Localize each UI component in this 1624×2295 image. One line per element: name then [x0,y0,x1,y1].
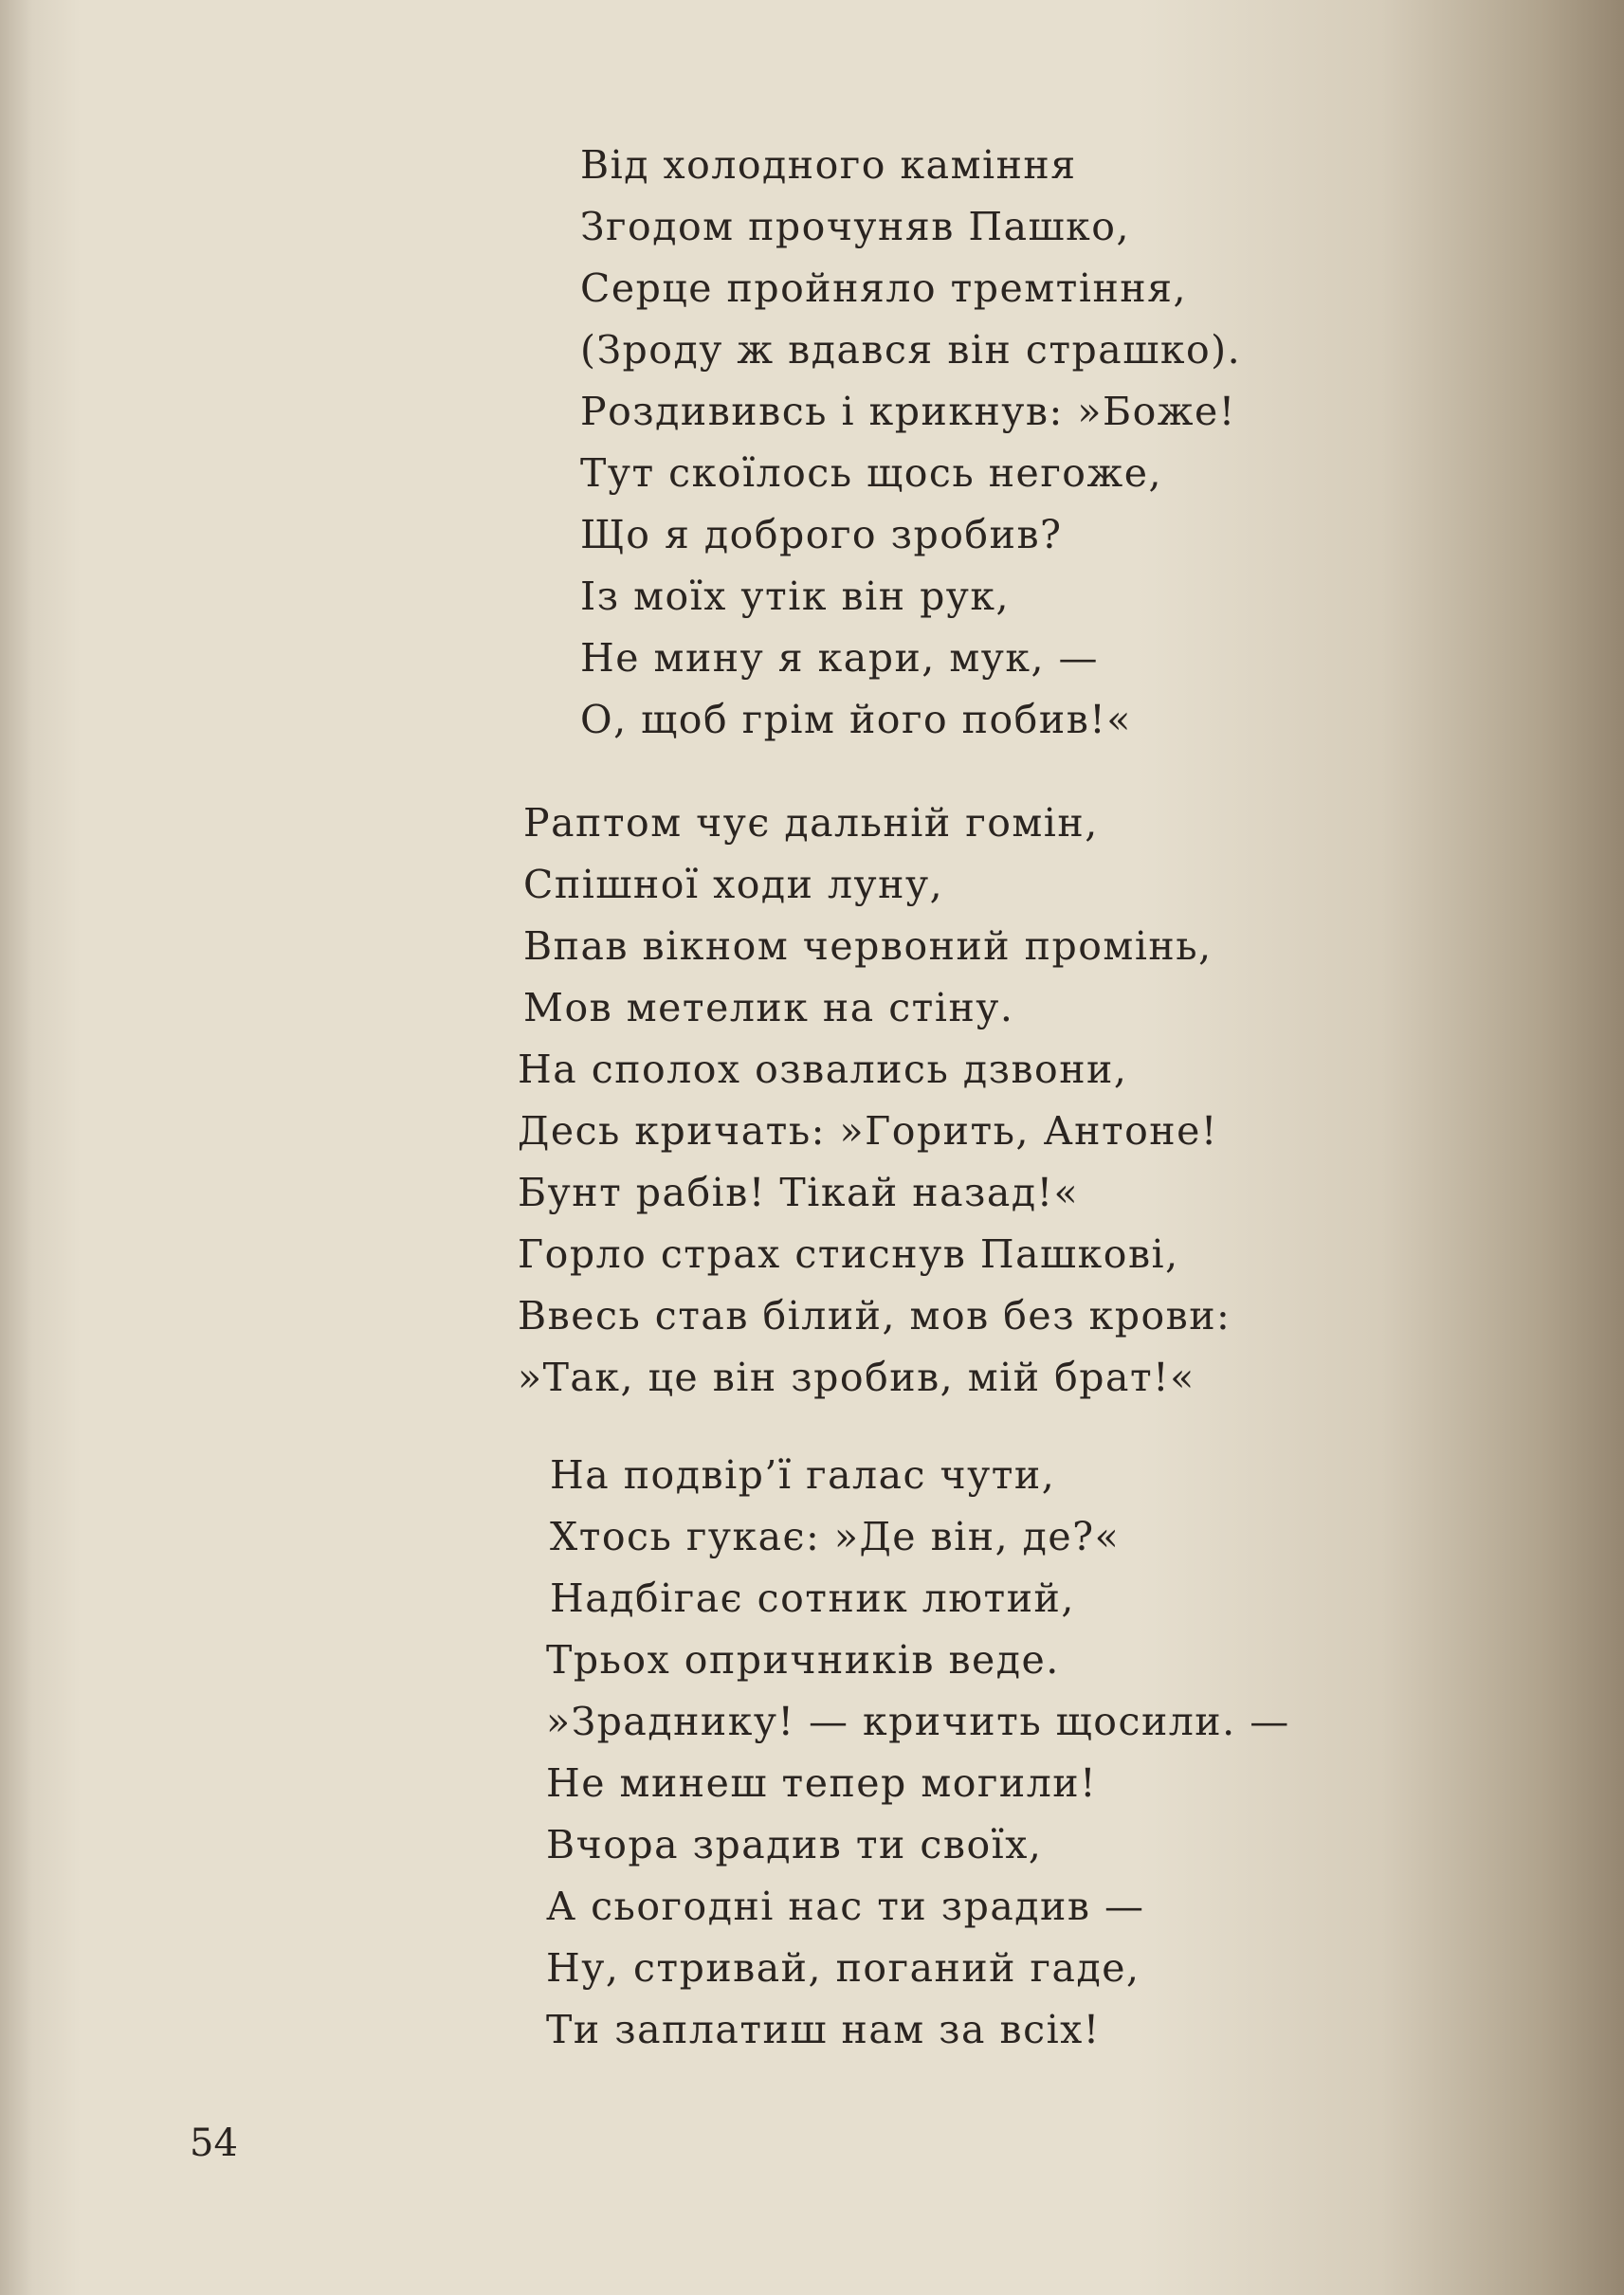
poem-line: Ввесь став білий, мов без крови: [518,1293,1232,1339]
poem-line: Впав вікном червоний промінь, [523,923,1213,969]
poem-line: Не мину я кари, мук, — [580,635,1100,681]
page-number: 54 [190,2122,238,2165]
poem-line: Десь кричать: »Горить, Антоне! [518,1108,1218,1154]
poem-line: Мов метелик на стіну. [523,985,1014,1030]
poem-line: Серце пройняло тремтіння, [580,265,1188,311]
stanza-2 [518,792,1232,1409]
poem-line: Роздививсь і крикнув: »Боже! [580,389,1236,434]
poem-line: Спішної ходи луну, [523,862,944,907]
poem-line: Бунт рабів! Тікай назад!« [518,1170,1080,1215]
poem-line: Ти заплатиш нам за всіх! [546,2007,1101,2052]
stanza-1 [580,135,1241,751]
poem-line: Від холодного каміння [580,142,1077,188]
poem-line: На подвір’ї галас чути, [550,1452,1056,1498]
poem-line: А сьогодні нас ти зрадив — [546,1884,1145,1929]
poem-line: Тут скоїлось щось негоже, [580,450,1163,496]
poem-line: »Так, це він зробив, мій брат!« [518,1355,1195,1400]
poem-line: Горло страх стиснув Пашкові, [518,1231,1179,1277]
poem-line: О, щоб грім його побив!« [580,697,1132,742]
poem-line: Раптом чує дальній гомін, [523,800,1099,846]
poem-line: Не минеш тепер могили! [546,1760,1098,1806]
poem-line: Згодом прочуняв Пашко, [580,204,1131,249]
poem-line: Трьох опричників веде. [546,1637,1060,1683]
poem-line: Надбігає сотник лютий, [550,1576,1075,1621]
poem-line: Хтось гукає: »Де він, де?« [550,1514,1121,1559]
poem-line: На сполох озвались дзвони, [518,1047,1128,1092]
poem-line: Ну, стривай, поганий гаде, [546,1945,1140,1991]
poem-line: Що я доброго зробив? [580,512,1063,557]
poem-line: (Зроду ж вдався він страшко). [580,327,1242,373]
poem-line: Із моїх утік він рук, [580,574,1011,619]
poem-line: Вчора зрадив ти своїх, [546,1822,1043,1867]
stanza-3 [546,1445,1290,2061]
poem-line: »Зраднику! — кричить щосили. — [546,1699,1290,1744]
